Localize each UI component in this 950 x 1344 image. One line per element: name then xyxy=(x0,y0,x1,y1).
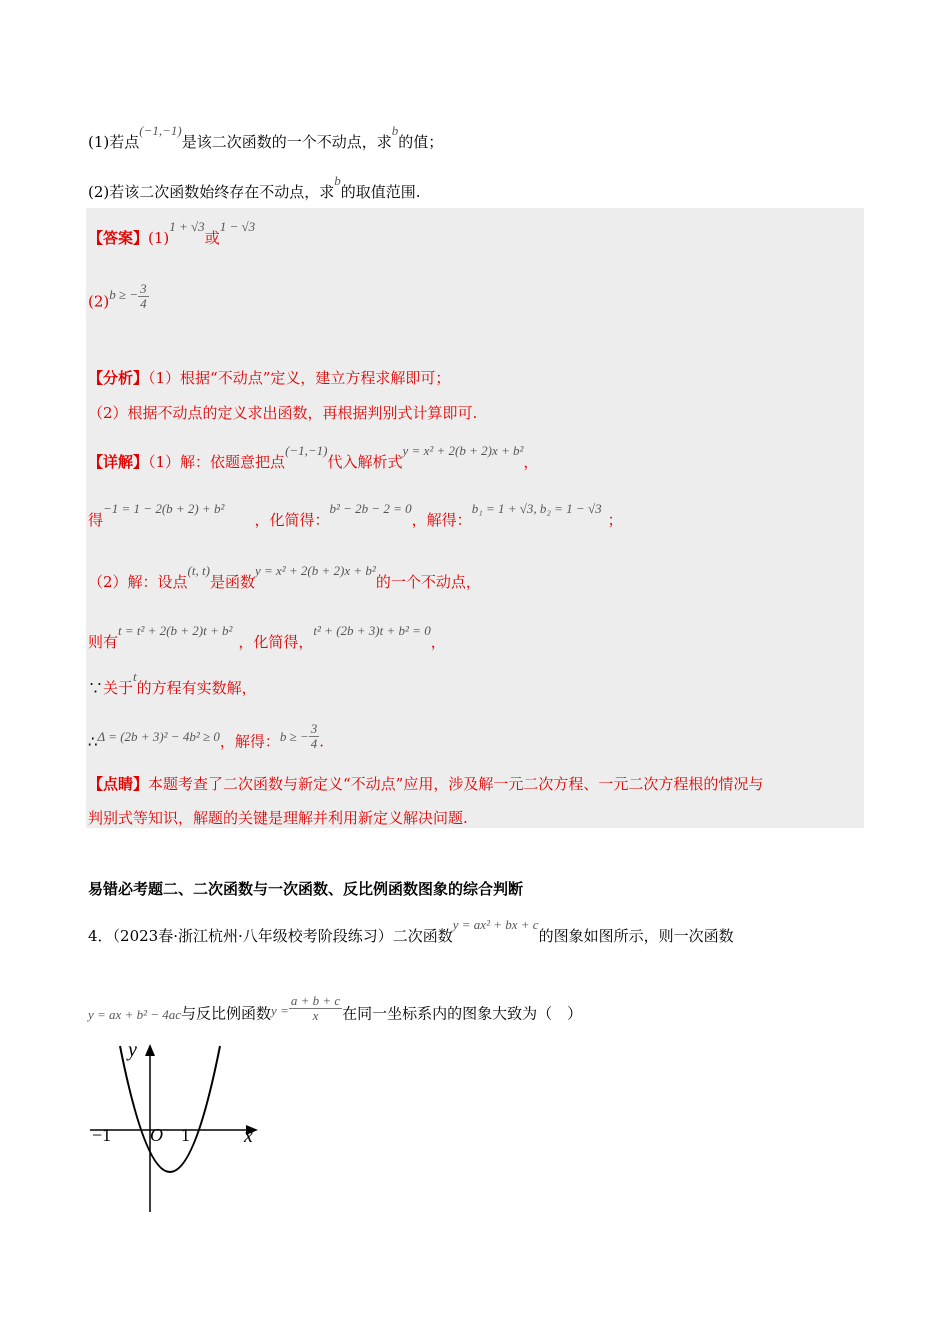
x-axis-label: x xyxy=(244,1125,253,1147)
origin-label: O xyxy=(150,1125,163,1145)
detail-line-5: ∵关于t的方程有实数解， xyxy=(88,669,257,697)
point-neg1-neg1: (−1,−1) xyxy=(139,123,182,138)
question-2: (2)若该二次函数始终存在不动点，求b的取值范围. xyxy=(88,173,421,201)
comment-line-1: 【点睛】本题考查了二次函数与新定义“不动点”应用，涉及解一元二次方程、一元二次方程根的情况与 xyxy=(88,775,764,793)
detail-line-1: 【详解】（1）解：依题意把点(−1,−1)代入解析式y = x² + 2(b + 2)x + b²， xyxy=(88,443,539,471)
analysis-line-1: 【分析】（1）根据“不动点”定义，建立方程求解即可； xyxy=(88,369,451,387)
fraction-three-quarters: $\frac{3}{4}$ xyxy=(140,281,147,311)
question-4-line-1: 4．（2023春·浙江杭州·八年级校考阶段练习）二次函数y = ax² + bx + c的图象如图所示，则一次函数 xyxy=(88,917,734,945)
question-4-line-2: y = ax + b² − 4ac与反比例函数y = $\frac{a + b + c}{x}$ 在同一坐标系内的图象大致为（ ） xyxy=(88,993,583,1023)
analysis-line-2: （2）根据不动点的定义求出函数，再根据判别式计算即可. xyxy=(88,404,478,422)
tick-neg-one: −1 xyxy=(92,1125,112,1145)
detail-line-3: （2）解：设点(t, t)是函数y = x² + 2(b + 2)x + b²的一个不动点， xyxy=(88,563,481,591)
detail-line-6: ∴Δ = (2b + 3)² − 4b² ≥ 0，解得：b ≥ − $\frac{3}{4}$ . xyxy=(88,721,325,751)
y-axis-arrow xyxy=(145,1044,155,1056)
parabola-graph xyxy=(86,1036,276,1216)
comment-line-2: 判别式等知识，解题的关键是理解并利用新定义解决问题. xyxy=(88,809,468,827)
answer-line-1: 【答案】(1)1 + √3或1 − √3 xyxy=(88,219,256,247)
y-axis-label: y xyxy=(128,1039,137,1061)
answer-line-2: (2)b ≥ − $\frac{3}{4}$ xyxy=(88,281,147,311)
detail-line-4: 则有t = t² + 2(b + 2)t + b²，化简得，t² + (2b + 3)t + b² = 0， xyxy=(88,623,446,651)
section-title: 易错必考题二、二次函数与一次函数、反比例函数图象的综合判断 xyxy=(88,880,524,898)
detail-line-2: 得−1 = 1 − 2(b + 2) + b²，化简得：b² − 2b − 2 = 0，解得：b₁ = 1 + √3, b₂ = 1 − √3； xyxy=(88,501,623,529)
tick-one: 1 xyxy=(181,1125,190,1145)
question-1: (1)若点(−1,−1)是该二次函数的一个不动点，求b的值； xyxy=(88,123,444,151)
parabola-curve xyxy=(120,1046,220,1172)
